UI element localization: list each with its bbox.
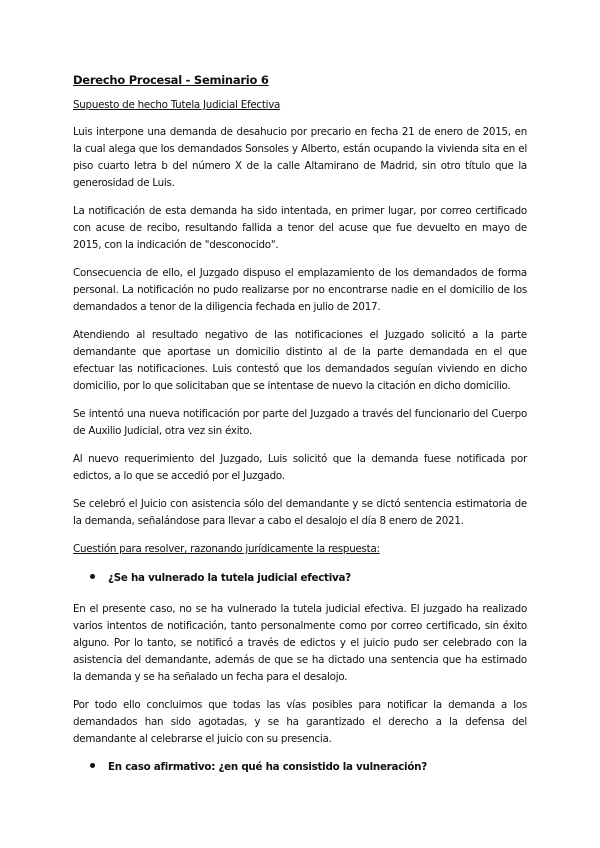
facts-paragraph-5: Se intentó una nueva notificación por parte del Juzgado a través del funcionario del Cuerpo de Auxilio Judicial, otra vez sin éxito. [73,408,527,437]
facts-paragraph-3: Consecuencia de ello, el Juzgado dispuso el emplazamiento de los demandados de forma personal. La notificación no pudo realizarse por no encontrarse nadie en el domicilio de los demandados a tenor de la diligencia fechada en julio de 2017. [73,267,527,313]
facts-paragraph-4: Atendiendo al resultado negativo de las notificaciones el Juzgado solicitó a la parte demandante que aportase un domicilio distinto al de la parte demandada en el que efectuar las notificaciones. Luis contestó que los demandados seguían viviendo en dicho domicilio, por lo que solicitaban que se intentase de nuevo la citación en dicho domicilio. [73,329,527,392]
case-subtitle: Supuesto de hecho Tutela Judicial Efectiva [73,99,281,111]
facts-paragraph-1: Luis interpone una demanda de desahucio por precario en fecha 21 de enero de 2015, en la cual alega que los demandados Sonsoles y Alberto, están ocupando la vivienda sita en el piso cuarto letra b del número X de la calle Altamirano de Madrid, sin otro título que la generosidad de Luis. [73,126,527,189]
bullet-icon [90,574,95,579]
question-1-item [73,570,527,587]
question-2-item [73,759,527,776]
answer-paragraph-1: En el presente caso, no se ha vulnerado la tutela judicial efectiva. El juzgado ha realizado varios intentos de notificación, tanto personalmente como por correo certificado, sin éxito alguno. Por lo tanto, se notificó a través de edictos y el juicio pudo ser celebrado con la asistencia del demandante, además de que se ha dictado una sentencia que ha estimado la demanda y se ha señalado un fecha para el desalojo. [73,603,527,683]
question-2-text: En caso afirmativo: ¿en qué ha consistido la vulneración? [108,761,427,773]
question-1-text: ¿Se ha vulnerado la tutela judicial efectiva? [108,572,351,584]
facts-paragraph-7: Se celebró el Juicio con asistencia sólo del demandante y se dictó sentencia estimatoria de la demanda, señalándose para llevar a cabo el desalojo el día 8 enero de 2021. [73,498,527,527]
facts-paragraph-6: Al nuevo requerimiento del Juzgado, Luis solicitó que la demanda fuese notificada por edictos, a lo que se accedió por el Juzgado. [73,453,527,482]
bullet-icon [90,763,95,768]
document-page [73,72,527,790]
answer-paragraph-2: Por todo ello concluimos que todas las vías posibles para notificar la demanda a los demandados han sido agotadas, y se ha garantizado el derecho a la defensa del demandante al celebrarse el juicio con su presencia. [73,699,527,745]
question-heading: Cuestión para resolver, razonando jurídicamente la respuesta: [73,543,380,555]
facts-paragraph-2: La notificación de esta demanda ha sido intentada, en primer lugar, por correo certificado con acuse de recibo, resultando fallida a tenor del acuse que fue devuelto en mayo de 2015, con la indicación de "desconocido". [73,205,527,251]
document-title: Derecho Procesal - Seminario 6 [73,73,269,87]
